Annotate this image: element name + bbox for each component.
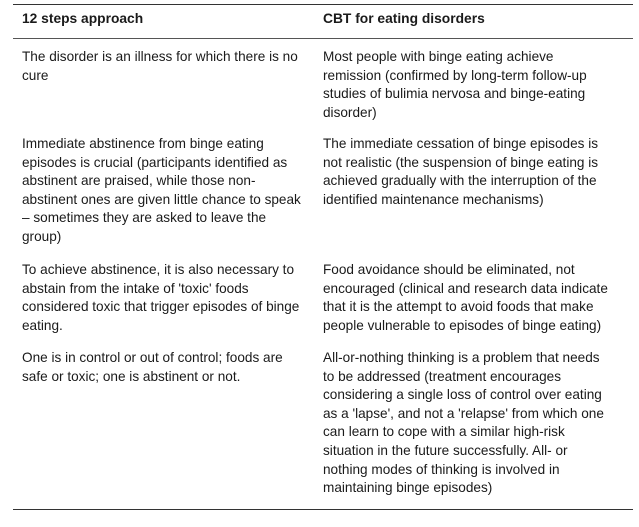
row-3-12-steps — [22, 261, 312, 335]
text-line: considering a single loss of control over eating — [323, 387, 602, 403]
text-line: episodes is crucial (participants identified as — [22, 154, 288, 170]
text-line: encouraged (clinical and research data indicate — [323, 280, 608, 296]
text-line: eating. — [22, 317, 63, 333]
header-cbt: CBT for eating disorders — [323, 11, 485, 26]
header-12-steps: 12 steps approach — [22, 11, 144, 26]
text-line: studies of bulimia nervosa and binge-eating — [323, 86, 586, 102]
row-2-12-steps — [22, 135, 312, 247]
text-line: people vulnerable to episodes of binge eating) — [323, 317, 602, 333]
text-line: to be addressed (treatment encourages — [323, 368, 562, 384]
text-line: achieved gradually with the interruption of the — [323, 173, 597, 189]
text-line: maintaining binge episodes) — [323, 480, 493, 496]
row-1-12-steps — [22, 48, 312, 85]
text-line: considered toxic that trigger episodes of binge — [22, 299, 300, 315]
text-line: abstinent ones are given little chance to speak — [22, 191, 301, 207]
text-line: identified maintenance mechanisms) — [323, 191, 544, 207]
row-4-cbt — [323, 349, 629, 498]
text-line: situation in the future successfully. All- or — [323, 442, 568, 458]
text-line: not realistic (the suspension of binge eating is — [323, 154, 599, 170]
table-top-rule — [13, 4, 633, 5]
row-4-12-steps — [22, 349, 312, 386]
text-line: Food avoidance should be eliminated, not — [323, 262, 575, 277]
table-bottom-rule — [13, 509, 633, 510]
text-line: disorder) — [323, 104, 377, 120]
text-line: – sometimes they are asked to leave the — [22, 210, 267, 226]
text-line: cure — [22, 67, 49, 83]
text-line: Most people with binge eating achieve — [323, 49, 554, 64]
row-3-cbt — [323, 261, 629, 335]
text-line: remission (confirmed by long-term follow-up — [323, 67, 587, 83]
text-line: nothing modes of thinking is involved in — [323, 461, 560, 477]
text-line: as a 'lapse', and not a 'relapse' from which one — [323, 405, 604, 421]
text-line: abstinent are praised, while those non- — [22, 173, 256, 189]
text-line: Immediate abstinence from binge eating — [22, 136, 264, 151]
text-line: can learn to cope with a similar high-risk — [323, 424, 565, 440]
header-rule — [13, 38, 633, 39]
text-line: One is in control or out of control; foods are — [22, 350, 283, 365]
text-line: To achieve abstinence, it is also necessary to — [22, 262, 295, 277]
text-line: group) — [22, 228, 62, 244]
text-line: The immediate cessation of binge episodes is — [323, 136, 599, 151]
row-1-cbt — [323, 48, 629, 122]
text-line: All-or-nothing thinking is a problem that needs — [323, 350, 600, 365]
row-2-cbt — [323, 135, 629, 209]
text-line: safe or toxic; one is abstinent or not. — [22, 368, 241, 384]
text-line: abstain from the intake of 'toxic' foods — [22, 280, 249, 296]
text-line: The disorder is an illness for which there is no — [22, 49, 298, 64]
text-line: that it is the attempt to avoid foods that make — [323, 299, 594, 315]
